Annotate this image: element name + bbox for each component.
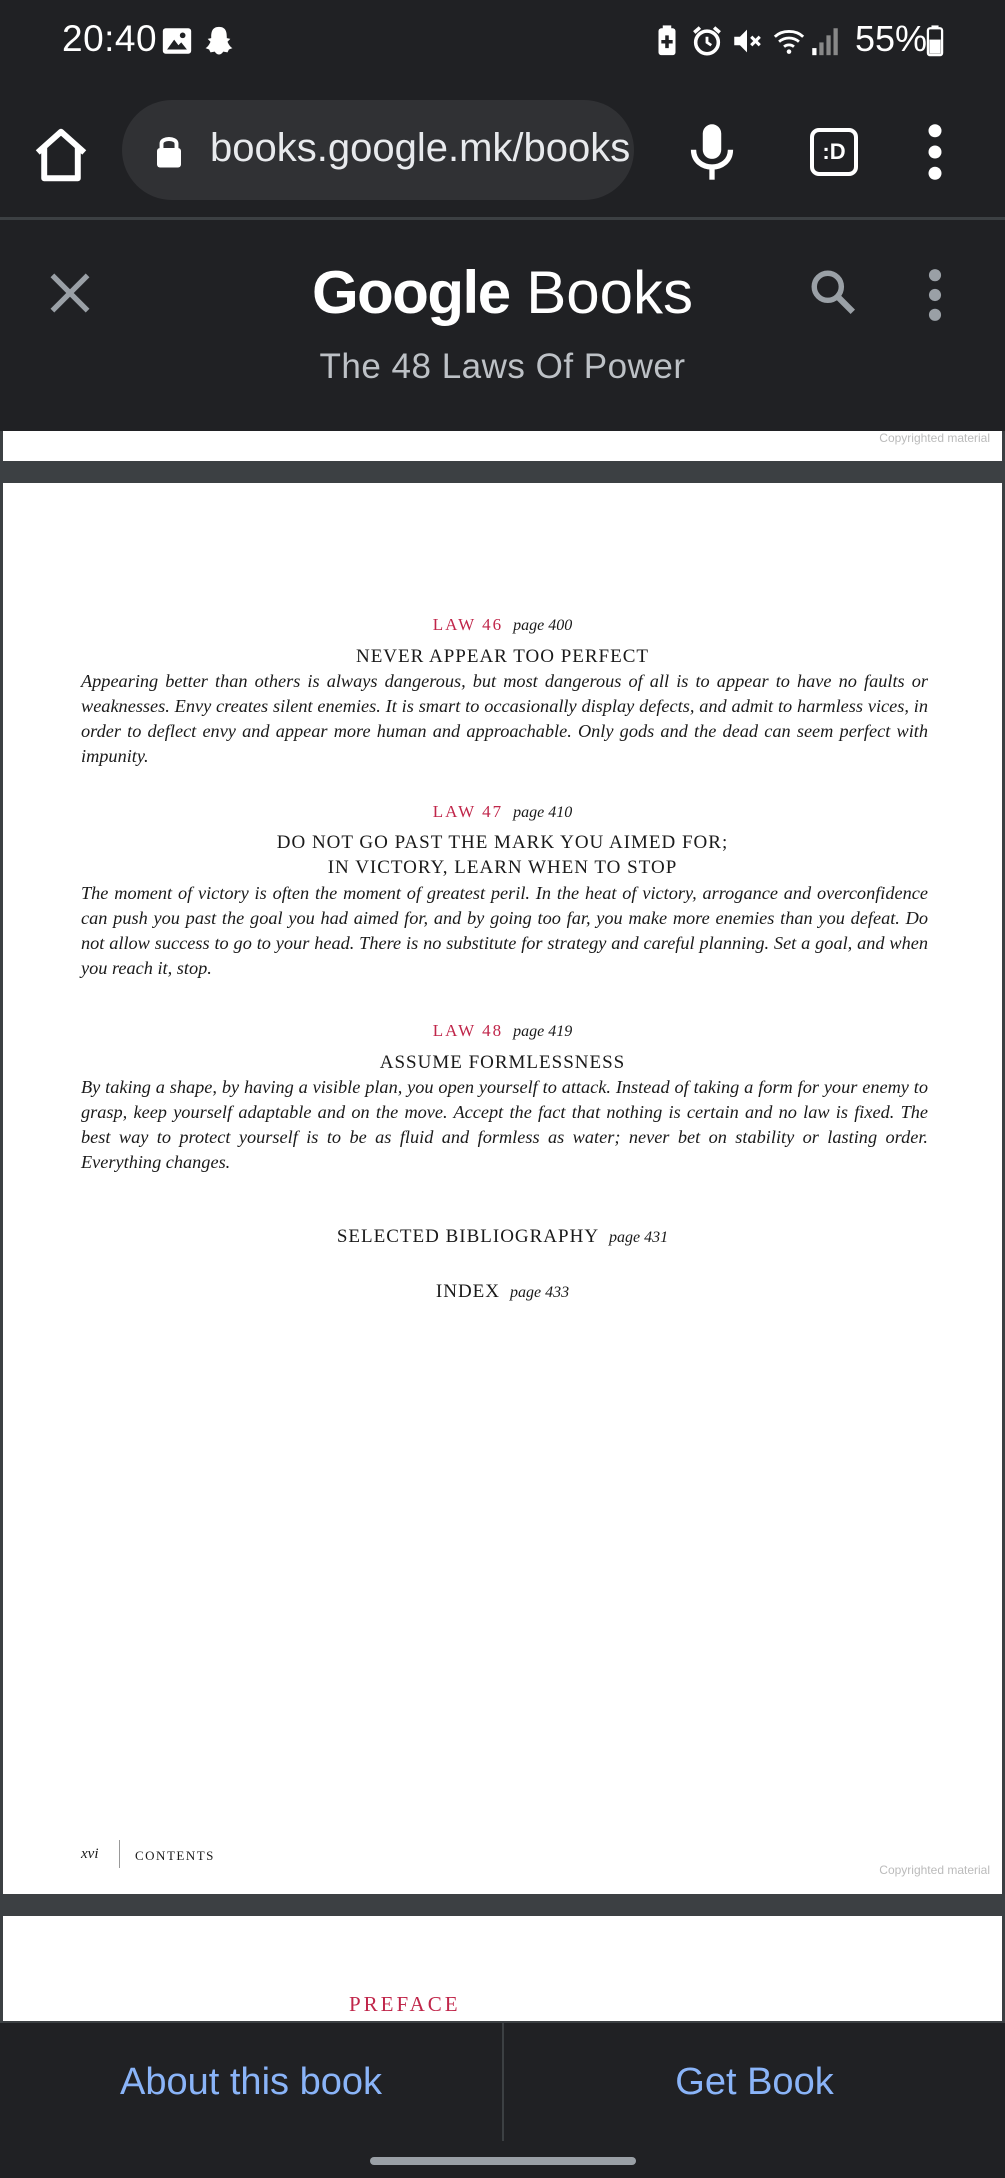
- law-title: NEVER APPEAR TOO PERFECT: [355, 646, 650, 667]
- running-footer: CONTENTS: [135, 1848, 215, 1863]
- law-summary: Appearing better than others is always dangerous, but most dangerous of all is to appear to have no faults or weaknesses. Envy creates silent enemies. It is smart to occasionally display defects, and admit to harmless vices, in order to deflect envy and appear more human and approachable. Only gods and the dead can seem perfect with impunity.: [81, 671, 928, 766]
- battery-saver-icon: [650, 24, 684, 58]
- law-heading: LAW 48 page 419: [432, 1021, 573, 1040]
- toc-bibliography: SELECTED BIBLIOGRAPHY page 431: [336, 1226, 669, 1247]
- wifi-icon: [772, 24, 806, 58]
- snapchat-icon: [202, 24, 236, 58]
- previous-page: [3, 431, 1002, 461]
- law-heading: LAW 46 page 400: [432, 615, 573, 634]
- law-title: DO NOT GO PAST THE MARK YOU AIMED FOR;: [276, 832, 729, 853]
- alarm-icon: [690, 24, 724, 58]
- google-books-logo: Google Books: [311, 259, 694, 326]
- battery-percent: 55%: [855, 18, 928, 59]
- law-title: ASSUME FORMLESSNESS: [379, 1052, 626, 1073]
- books-header: [0, 223, 1005, 431]
- browser-menu-icon[interactable]: [920, 122, 950, 182]
- toc-index: INDEX page 433: [435, 1281, 570, 1302]
- address-bar[interactable]: [122, 100, 634, 200]
- battery-icon: [918, 24, 952, 58]
- status-bar: [0, 0, 1005, 84]
- get-book-button[interactable]: Get Book: [675, 2060, 834, 2103]
- microphone-icon[interactable]: [688, 122, 736, 182]
- browser-toolbar: [0, 84, 1005, 220]
- mute-icon: [730, 24, 764, 58]
- preface-heading: PREFACE: [349, 1992, 461, 2016]
- signal-icon: [808, 24, 842, 58]
- next-page: [3, 1916, 1002, 2021]
- gallery-icon: [160, 24, 194, 58]
- gesture-nav-bar: [0, 2141, 1005, 2178]
- url-text[interactable]: books.google.mk/books: [210, 126, 631, 170]
- lock-icon: [154, 133, 184, 169]
- book-title: The 48 Laws Of Power: [319, 347, 686, 386]
- bottom-action-bar: [0, 2021, 1005, 2141]
- law-heading: LAW 47 page 410: [432, 802, 573, 821]
- law-summary: By taking a shape, by having a visible plan, you open yourself to attack. Instead of taking a form for your enemy to grasp, keep yourself adaptable and on the move. Accept the fact that nothing is certain and no law is fixed. The best way to protect yourself is to be as fluid and formless as water; never bet on stability or lasting order. Everything changes.: [81, 1077, 928, 1172]
- law-summary: The moment of victory is often the moment of greatest peril. In the heat of victory, arrogance and overconfidence can push you past the goal you had aimed for, and by going too far, you make more enemies than you defeat. Do not allow success to go to your head. There is no substitute for strategy and careful planning. Set a goal, and when you reach it, stop.: [81, 883, 928, 978]
- book-viewer[interactable]: [0, 431, 1005, 2021]
- home-gesture-handle[interactable]: [370, 2157, 636, 2165]
- page-number: xvi: [81, 1846, 99, 1862]
- about-this-book-button[interactable]: About this book: [120, 2060, 382, 2103]
- search-icon[interactable]: [808, 267, 858, 317]
- tab-switcher-button[interactable]: :D: [810, 128, 858, 176]
- footer-divider: [119, 1840, 120, 1868]
- more-options-icon[interactable]: [920, 267, 950, 323]
- copyright-notice: Copyrighted material: [879, 431, 990, 445]
- law-title-line-2: IN VICTORY, LEARN WHEN TO STOP: [327, 857, 678, 878]
- status-time: 20:40: [62, 18, 158, 59]
- book-page: [3, 483, 1002, 1894]
- copyright-notice: Copyrighted material: [879, 1863, 990, 1877]
- home-icon[interactable]: [30, 124, 92, 186]
